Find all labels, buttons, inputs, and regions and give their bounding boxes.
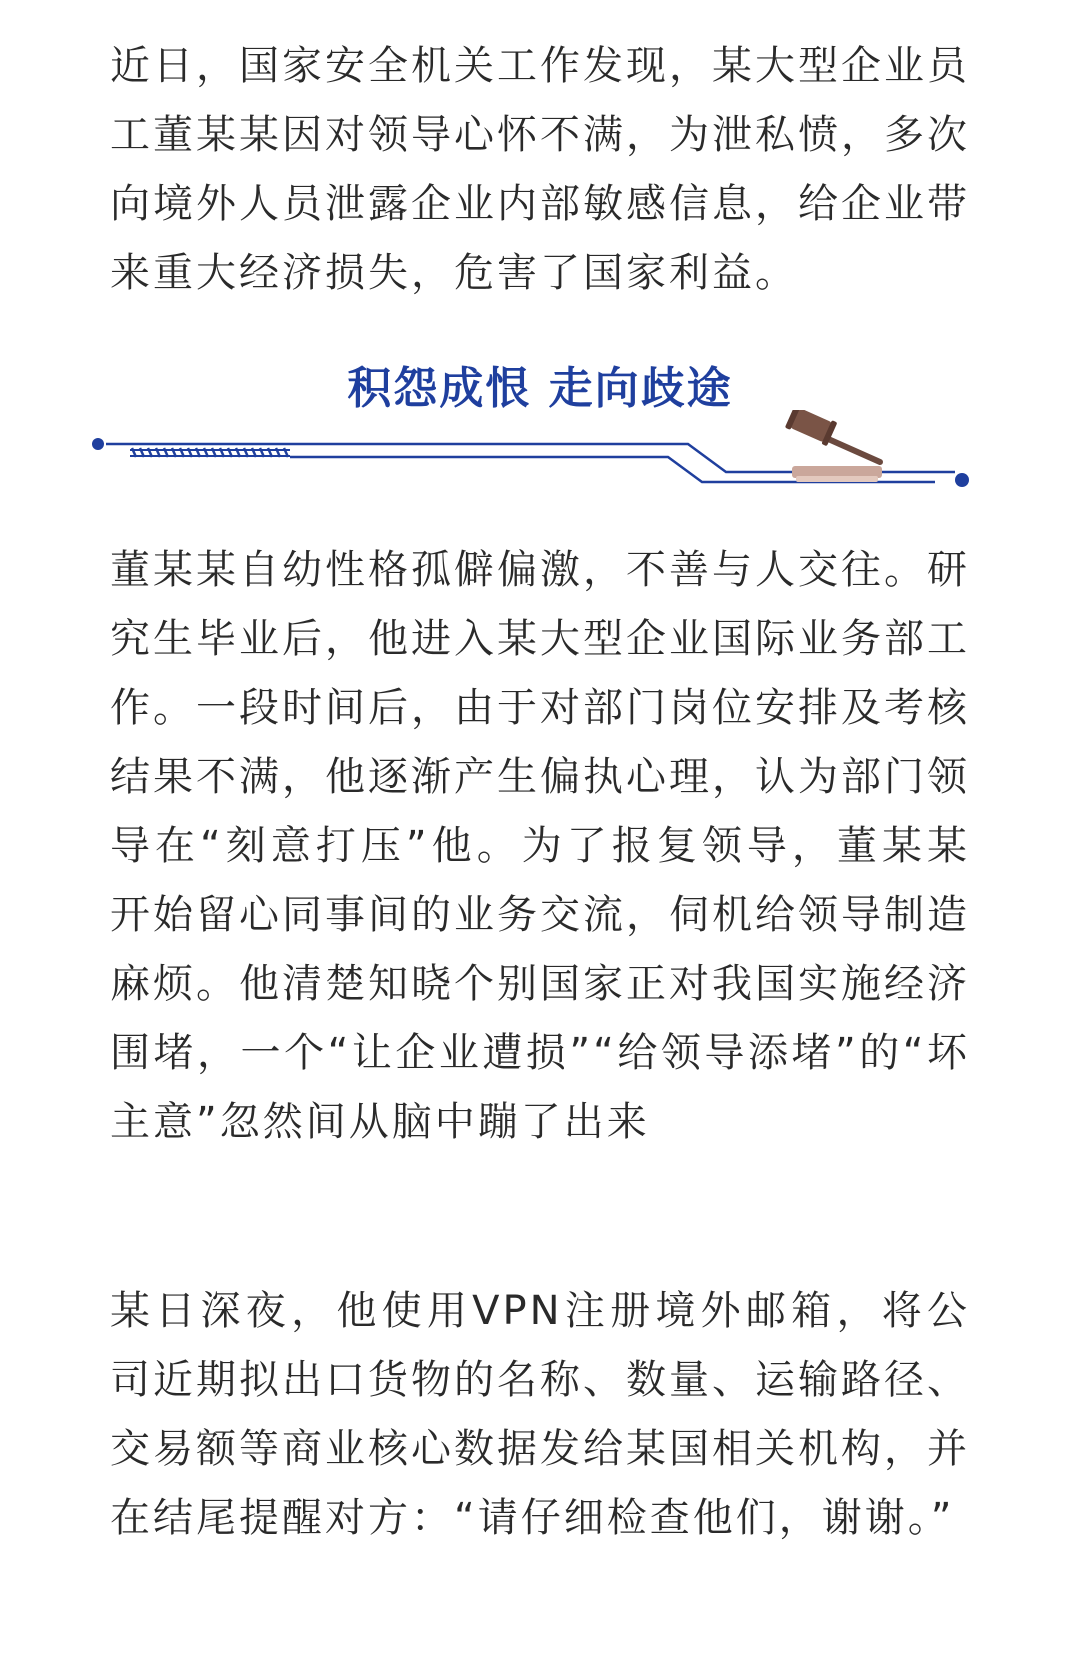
paragraph-incident: 某日深夜，他使用VPN注册境外邮箱，将公司近期拟出口货物的名称、数量、运输路径、交易额等商业核心数据发给某国相关机构，并在结尾提醒对方：“请仔细检查他们，谢谢。” <box>110 1288 970 1541</box>
divider-dot-left <box>92 438 104 450</box>
divider-hatch <box>130 450 290 456</box>
paragraph-background: 董某某自幼性格孤僻偏激，不善与人交往。研究生毕业后，他进入某大型企业国际业务部工作。一段时间后，由于对部门岗位安排及考核结果不满，他逐渐产生偏执心理，认为部门领导在“刻意打压”他。为了报复领导，董某某开始留心同事间的业务交流，伺机给领导制造麻烦。他清楚知晓个别国家正对我国实施经济围堵，一个“让企业遭损”“给领导添堵”的“坏主意”忽然间从脑中蹦了出来 <box>110 547 970 1145</box>
gavel-icon <box>785 410 882 482</box>
paragraph-intro: 近日，国家安全机关工作发现，某大型企业员工董某某因对领导心怀不满，为泄私愤，多次向境外人员泄露企业内部敏感信息，给企业带来重大经济损失，危害了国家利益。 <box>110 43 970 296</box>
divider-dot-right <box>955 473 969 487</box>
section-title: 积怨成恨 走向歧途 <box>347 363 733 414</box>
section-divider <box>0 410 1080 510</box>
